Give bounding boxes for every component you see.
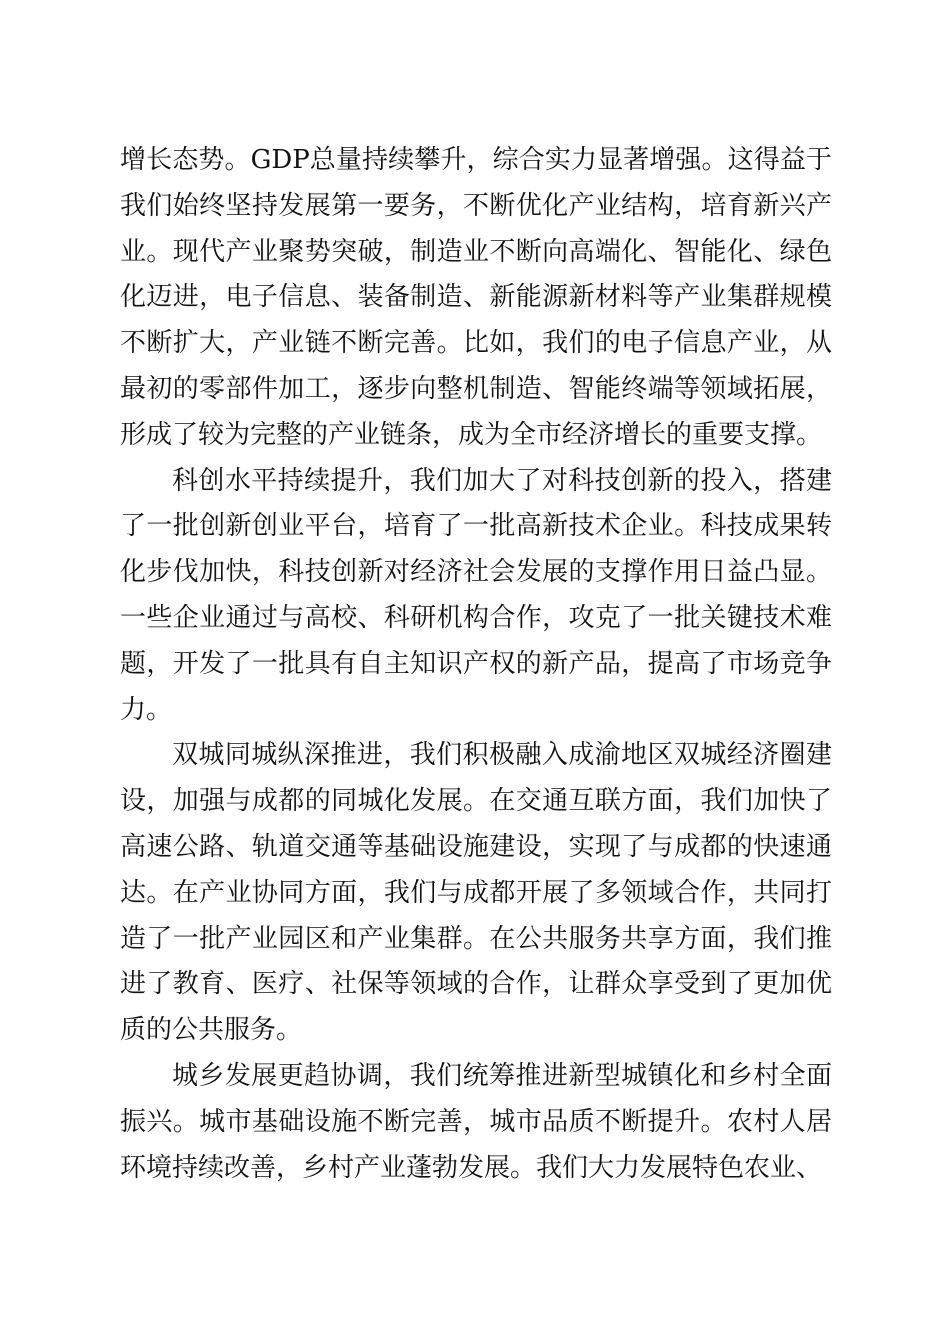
paragraph-innovation: 科创水平持续提升，我们加大了对科技创新的投入，搭建了一批创新创业平台，培育了一批高新技术企业。科技成果转化步伐加快，科技创新对经济社会发展的支撑作用日益凸显。一些企业通过与高校、科研机构合作，攻克了一批关键技术难题，开发了一批具有自主知识产权的新产品，提高了市场竞争力。 xyxy=(120,465,832,725)
paragraph-urban-rural: 城乡发展更趋协调，我们统筹推进新型城镇化和乡村全面振兴。城市基础设施不断完善，城市品质不断提升。农村人居环境持续改善，乡村产业蓬勃发展。我们大力发展特色农业、 xyxy=(120,1060,832,1183)
paragraph-economy: 增长态势。GDP总量持续攀升，综合实力显著增强。这得益于我们始终坚持发展第一要务，不断优化产业结构，培育新兴产业。现代产业聚势突破，制造业不断向高端化、智能化、绿色化迈进，电子信息、装备制造、新能源新材料等产业集群规模不断扩大，产业链不断完善。比如，我们的电子信息产业，从最初的零部件加工，逐步向整机制造、智能终端等领域拓展，形成了较为完整的产业链条，成为全市经济增长的重要支撑。 xyxy=(120,145,832,450)
paragraph-dual-city: 双城同城纵深推进，我们积极融入成渝地区双城经济圈建设，加强与成都的同城化发展。在交通互联方面，我们加快了高速公路、轨道交通等基础设施建设，实现了与成都的快速通达。在产业协同方面，我们与成都开展了多领域合作，共同打造了一批产业园区和产业集群。在公共服务共享方面，我们推进了教育、医疗、社保等领域的合作，让群众享受到了更加优质的公共服务。 xyxy=(120,740,832,1046)
document-body xyxy=(120,138,832,1191)
